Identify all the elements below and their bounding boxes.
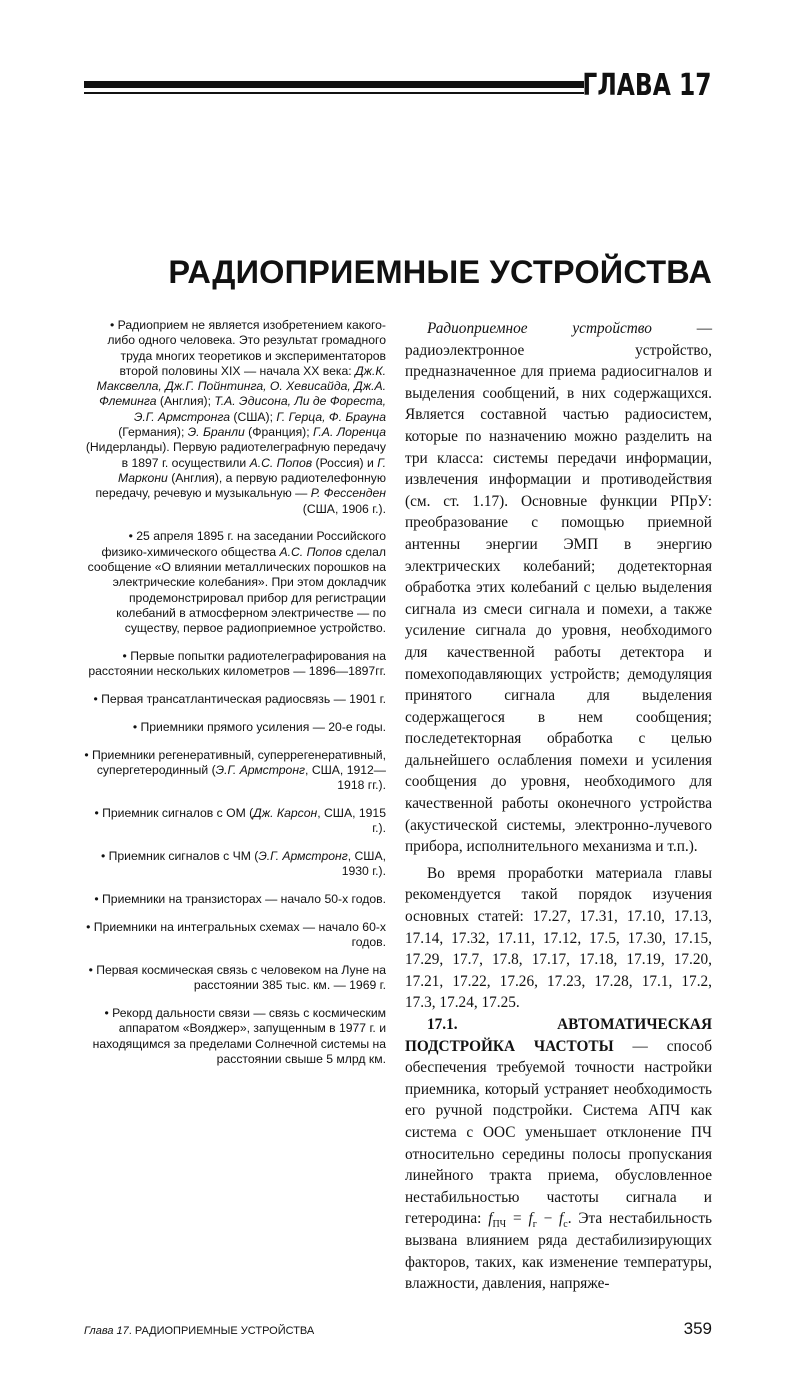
formula	[488, 1210, 568, 1231]
sidebar-note	[84, 892, 386, 907]
section-text-b: . Эта нестабильность вызвана влиянием ряда дестабилизирующих факторов, таких, как изменение температуры, влажности, давления, напряже-	[405, 1210, 712, 1293]
paragraph-study-order: Во время проработки материала главы рекомендуется такой порядок изучения основных статей: 17.27, 17.31, 17.10, 17.13, 17.14, 17.32, 17.11, 17.12, 17.5, 17.30, 17.15, 17.29, 17.7, 17.8, 17.17, 17.18, 17.19, 17.20, 17.21, 17.22, 17.26, 17.23, 17.28, 17.1, 17.2, 17.3, 17.24, 17.25.	[405, 864, 712, 1012]
sidebar-note-name: Г. Маркони	[117, 455, 386, 485]
sidebar-note-text: • Приемники на интегральных схемах — начало 60-х годов.	[86, 920, 386, 950]
sidebar-note	[84, 1006, 386, 1067]
page-footer	[84, 1319, 712, 1339]
sidebar-note	[84, 649, 386, 680]
sidebar-note	[84, 920, 386, 951]
sidebar-note	[84, 806, 386, 837]
running-footer	[84, 1325, 314, 1337]
sidebar-note-text: • Приемник сигналов с ЧМ (	[100, 849, 259, 864]
sidebar-note-text: • Радиоприем не является изобретением какого-либо одного человека. Это результат громадного труда многих теоретиков и экспериментаторов второй половины XIX — начала XX века:	[107, 318, 386, 378]
formula-f2: f	[528, 1210, 533, 1228]
sidebar-note-text: сделал сообщение «О влиянии металлических порошков на электрические колебания». При этом докладчик продемонстрировал прибор для регистрации колебаний в атмосферном электричестве — по существу, первое радиоприемное устройство.	[87, 544, 386, 636]
sidebar-note-name: Т.А. Эдисона, Ли де Фореста, Э.Г. Армстронга	[133, 394, 386, 424]
term-radio-receiver: Радиоприемное устройство	[427, 320, 652, 337]
paragraph-intro	[405, 318, 712, 858]
section-text-a: — способ обеспечения требуемой точности настройки приемника, который устраняет необходимость его ручной подстройки. Система АПЧ как система с ООС уменьшает отклонение ПЧ относительно середины полосы пропускания линейного тракта приема, обусловленное нестабильностью частоты сигнала и гетеродина:	[405, 1037, 712, 1228]
sidebar-note-text: (США, 1906 г.).	[302, 501, 386, 516]
sidebar-note	[84, 849, 386, 880]
sidebar-note-name: Э. Бранли	[187, 425, 245, 440]
sidebar-note-name: А.С. Попов	[249, 455, 313, 470]
footer-chapter-italic: Глава 17	[84, 1324, 129, 1337]
formula-eq: =	[506, 1210, 529, 1228]
sidebar-note-name: Г. Герца, Ф. Брауна	[276, 409, 386, 424]
sidebar-note	[84, 529, 386, 636]
sidebar-note-text: , США, 1930 г.).	[341, 849, 386, 879]
main-text	[405, 318, 712, 1295]
sidebar-note-name: Р. Фессенден	[310, 486, 386, 501]
sidebar-note-name: Дж. Карсон	[253, 806, 318, 821]
formula-sub-g: г	[532, 1219, 537, 1231]
formula-minus: −	[536, 1210, 560, 1228]
sidebar-note-text: (Германия);	[118, 425, 188, 440]
sidebar-note-text: • Рекорд дальности связи — связь с космическим аппаратом «Вояджер», запущенным в 1977 г. и находящимся за пределами Солнечной системы на расстоянии свыше 5 млрд км.	[92, 1006, 386, 1067]
sidebar-note-text: (Франция);	[244, 425, 314, 440]
sidebar-note	[84, 720, 386, 735]
header-rule-thick	[84, 81, 584, 88]
two-column-body	[84, 318, 712, 1295]
paragraph-intro-text: — радиоэлектронное устройство, предназначенное для приема радиосигналов и выделения сообщений, в них содержащихся. Является составной частью радиосистем, которые по назначению можно разделить на три класса: системы передачи информации, извлечения информации и противодействия (см. ст. 1.17). Основные функции РПрУ: преобразование с помощью приемной антенны энергии ЭМП в энергию электрических колебаний; додетекторная обработка этих колебаний с целью выделения сигнала из смеси сигнала и помехи, а также усиление сигнала до уровня, необходимого для качественной работы детектора и помехоподавляющих устройств; демодуляция принятого сигнала для выделения содержащегося в нем сообщения; последетекторная обработка с целью дальнейшего ослабления помехи и усиления сообщения до уровня, необходимого для качественной работы оконечного устройства (акустической системы, электронно-лучевого прибора, исполнительного механизма и т.п.).	[405, 320, 712, 856]
sidebar-note-text: • Первые попытки радиотелеграфирования на расстоянии нескольких километров — 1896—1897гг.	[88, 648, 386, 679]
sidebar-note-text: • 25 апреля 1895 г. на заседании Российского физико-химического общества	[101, 529, 386, 559]
sidebar-note	[84, 748, 386, 794]
page-title: РАДИОПРИЕМНЫЕ УСТРОЙСТВА	[168, 254, 712, 290]
sidebar-note-text: (США);	[230, 409, 277, 424]
formula-f3: f	[559, 1210, 564, 1228]
sidebar-note-name: А.С. Попов	[279, 544, 343, 559]
sidebar-note	[84, 318, 386, 517]
sidebar-note-text: • Приемники на транзисторах — начало 50-х годов.	[94, 892, 386, 907]
sidebar-note-text: (Россия) и	[312, 455, 378, 470]
sidebar-note-name: Э.Г. Армстронг	[258, 849, 348, 864]
sidebar-note-name: Дж.К. Максвелла, Дж.Г. Пойнтинга, О. Хевисайда, Дж.А. Флеминга	[96, 363, 386, 409]
sidebar-note-text: • Приемник сигналов с ОМ (	[94, 806, 254, 821]
sidebar-note-text: • Приемники прямого усиления — 20-е годы.	[132, 719, 386, 734]
sidebar-note-text: • Первая космическая связь с человеком на Луне на расстоянии 385 тыс. км. — 1969 г.	[88, 963, 386, 993]
sidebar-note-text: (Нидерланды). Первую радиотелеграфную передачу в 1897 г. осуществили	[85, 440, 386, 470]
formula-f1: f	[488, 1210, 493, 1228]
formula-sub-pch: ПЧ	[492, 1219, 507, 1231]
sidebar-note-text: • Приемники регенеративный, суперрегенеративный, супергетеродинный (	[84, 747, 386, 777]
sidebar-note-text: • Первая трансатлантическая радиосвязь — 1901 г.	[93, 692, 386, 707]
sidebar-note-text: , США, 1915 г.).	[317, 806, 386, 836]
sidebar-note-text: , США, 1912—1918 гг.).	[305, 762, 386, 793]
footer-chapter-title: . РАДИОПРИЕМНЫЕ УСТРОЙСТВА	[128, 1324, 315, 1337]
sidebar-note	[84, 963, 386, 994]
sidebar-note-name: Г.А. Лоренца	[313, 425, 386, 440]
sidebar-note	[84, 692, 386, 707]
chapter-header	[84, 70, 712, 106]
header-rule-thin	[84, 92, 584, 94]
sidebar-notes	[84, 318, 386, 1067]
page-number: 359	[683, 1318, 712, 1338]
sidebar-note-text: (Англия);	[156, 394, 215, 409]
sidebar-note-text: (Англия), а первую радиотелефонную передачу, речевую и музыкальную —	[95, 470, 386, 501]
chapter-label: ГЛАВА 17	[582, 68, 712, 103]
section-heading: 17.1. АВТОМАТИЧЕСКАЯ ПОДСТРОЙКА ЧАСТОТЫ	[405, 1016, 712, 1055]
formula-sub-c: с	[563, 1219, 568, 1231]
sidebar-note-name: Э.Г. Армстронг	[215, 762, 306, 777]
section-17-1	[405, 1014, 712, 1295]
